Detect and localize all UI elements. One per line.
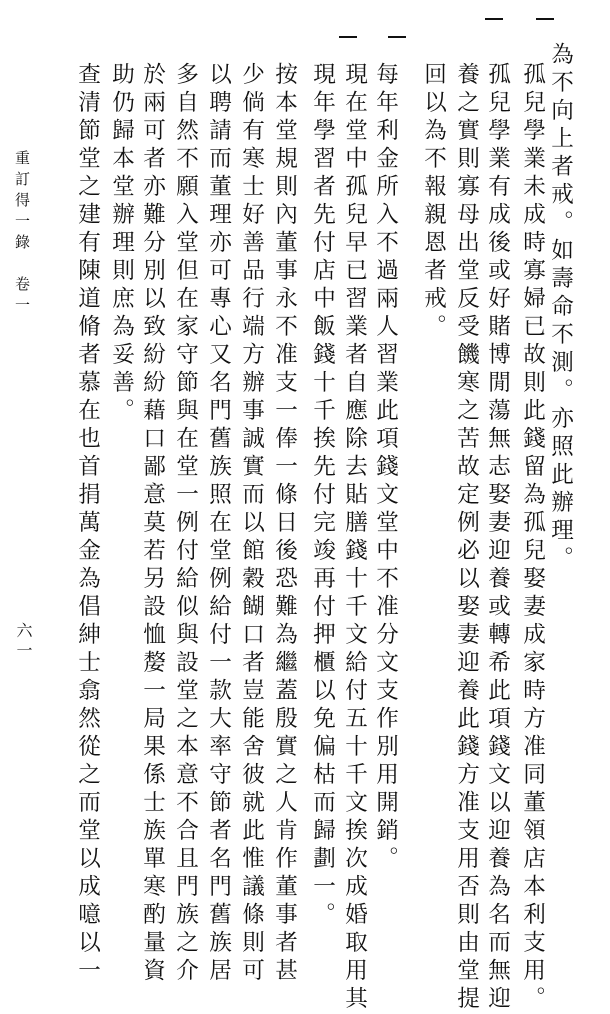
text-column: 按本堂規則內董事永不准支一俸一條日後恐難為繼蓋殷實之人肯作董事者甚 <box>271 62 298 986</box>
text-column: 於兩可者亦難分別以致紛紛藉口鄙意莫若另設恤嫠一局果係士族單寒酌量資 <box>139 62 166 986</box>
section-marker <box>536 18 554 20</box>
text-column: 孤兒學業未成時寡婦已故則此錢留為孤兒娶妻成家時方准同董領店本利支用。 <box>519 62 546 1014</box>
text-column: 孤兒學業有成後或好賭博閒蕩無志娶妻迎養或轉希此項錢文以迎養為名而無迎 <box>484 62 511 1014</box>
text-column: 多自然不願入堂但在家守節與在堂一例付給似與設堂之本意不合且門族之介 <box>172 62 199 986</box>
section-marker <box>485 18 503 20</box>
section-marker <box>339 36 357 38</box>
section-marker <box>388 36 406 38</box>
text-column: 少倘有寒士好善品行端方辦事誠實而以館穀餬口者豈能舍彼就此惟議條則可 <box>238 62 265 986</box>
text-column: 回以為不報親恩者戒。 <box>420 62 447 342</box>
text-column: 養之實則寡母出堂反受饑寒之苦故定例必以娶妻迎養此錢方准支用否則由堂提 <box>453 62 480 1014</box>
text-column: 現年學習者先付店中飯錢十千挨先付完竣再付押櫃以免偏枯而歸劃一。 <box>309 62 336 930</box>
text-column: 助仍歸本堂辦理則庶為妥善。 <box>108 62 135 426</box>
page-number: 六一 <box>14 622 33 662</box>
text-column: 現在堂中孤兒早已習業者自應除去貼膳錢十千文給付五十千文挨次成婚取用其 <box>341 62 368 1014</box>
text-column: 為不向上者戒。如壽命不測。亦照此辦理。 <box>547 42 574 574</box>
text-column: 每年利金所入不過兩人習業此項錢文堂中不准分文支作別用開銷。 <box>372 62 399 874</box>
text-column: 以聘請而董理亦可專心又名門舊族照在堂例給付一款大率守節者名門舊族居 <box>205 62 232 986</box>
running-title: 重訂得一錄 卷一 <box>13 150 31 318</box>
text-column: 查清節堂之建有陳道脩者慕在也首捐萬金為倡紳士翕然從之而堂以成噫以一 <box>74 62 101 986</box>
